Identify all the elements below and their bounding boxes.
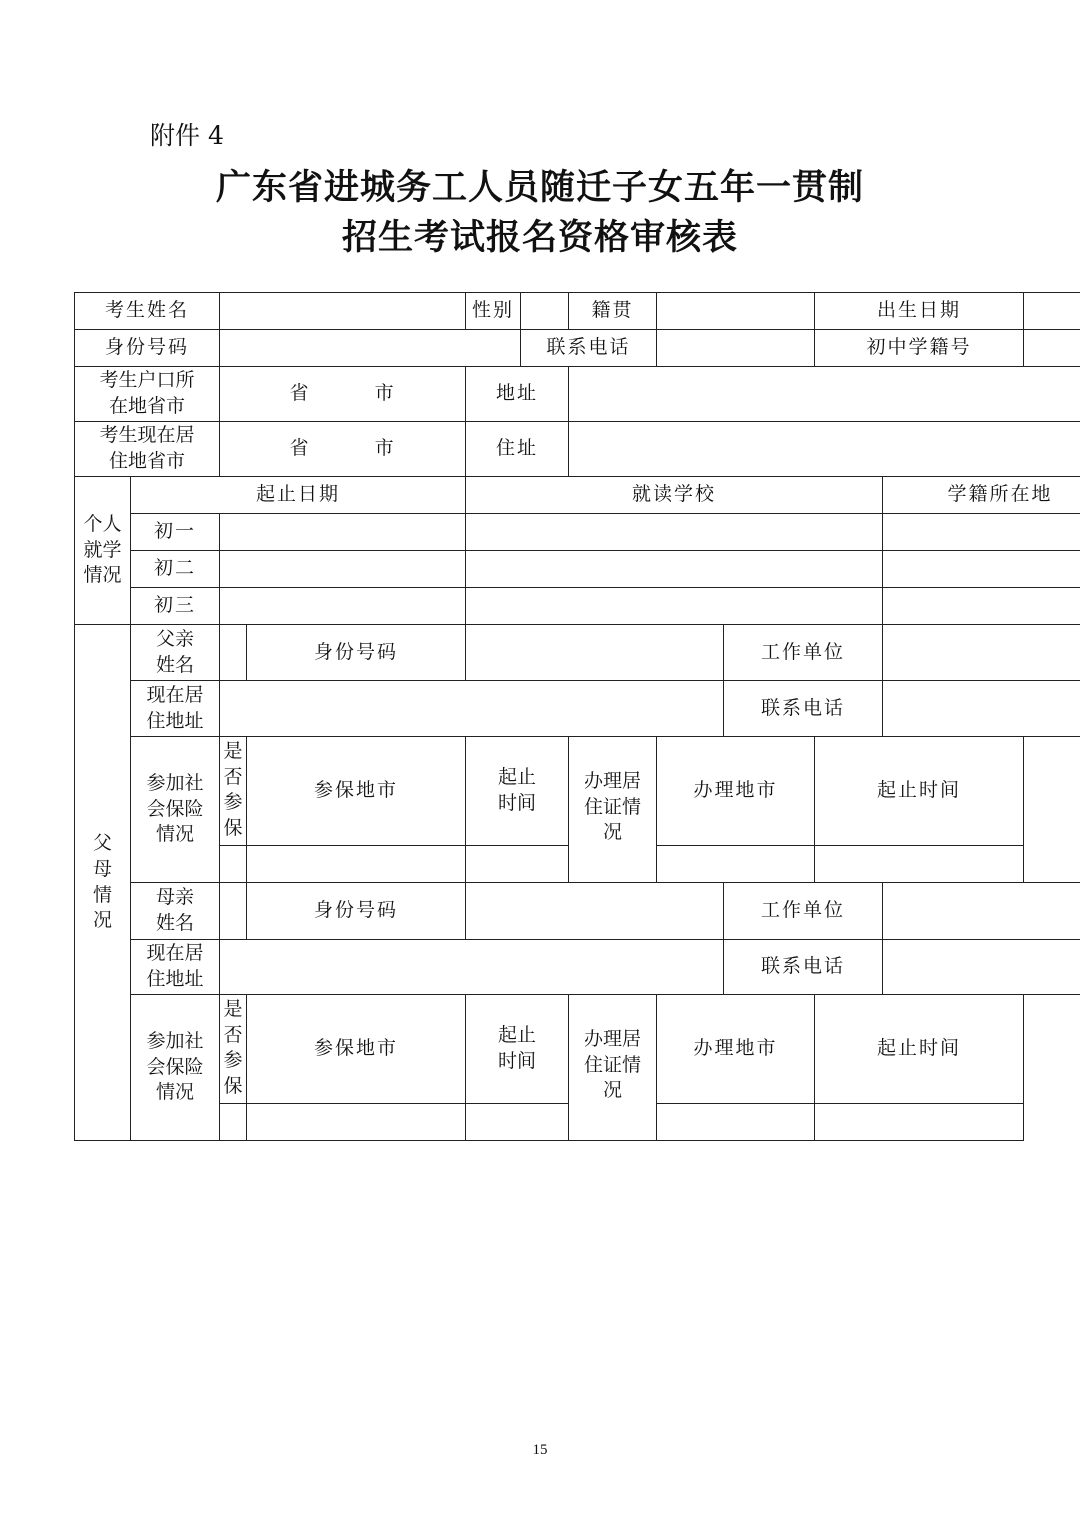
field-grade1-registry[interactable] (883, 514, 1080, 551)
label-hukou-text: 考生户口所在地省市 (99, 369, 195, 417)
field-father-permit-city[interactable] (657, 846, 815, 883)
label-mother-permit-city: 办理地市 (657, 995, 815, 1104)
header-period: 起止日期 (131, 477, 466, 514)
field-mother-permit-city[interactable] (657, 1104, 815, 1141)
field-father-address[interactable] (220, 681, 724, 737)
label-name: 考生姓名 (75, 293, 220, 330)
label-mother-id: 身份号码 (247, 883, 466, 940)
city-label: 市 (374, 437, 396, 460)
label-father-insurance-text: 参加社会保险情况 (146, 772, 204, 846)
field-grade2-period[interactable] (220, 551, 466, 588)
field-grade2-school[interactable] (466, 551, 883, 588)
label-mother-ins-city: 参保地市 (247, 995, 466, 1104)
field-birth[interactable] (1024, 293, 1080, 330)
field-hukou-province-city[interactable] (220, 367, 466, 422)
field-grade3-school[interactable] (466, 588, 883, 625)
label-mother-address (131, 940, 220, 995)
form-title-line1: 广东省进城务工人员随迁子女五年一贯制 (215, 167, 864, 208)
attachment-label: 附件 4 (150, 121, 224, 150)
label-father-permit-city: 办理地市 (657, 737, 815, 846)
label-mother-insurance (131, 995, 220, 1141)
field-mother-id[interactable] (466, 883, 724, 940)
label-phone: 联系电话 (521, 330, 657, 367)
label-father-name-text: 父亲姓名 (156, 627, 195, 676)
label-father-insurance (131, 737, 220, 883)
field-hukou-address[interactable] (569, 367, 1080, 422)
label-father-period (466, 737, 569, 846)
field-mother-insured[interactable] (220, 1104, 247, 1141)
field-mother-permit-period[interactable] (815, 1104, 1024, 1141)
header-registry: 学籍所在地 (883, 477, 1080, 514)
city-label: 市 (374, 382, 396, 405)
field-gender[interactable] (521, 293, 569, 330)
label-father-name (131, 625, 220, 681)
section-study (75, 477, 131, 625)
label-mother-address-text: 现在居住地址 (146, 942, 204, 990)
label-father-ins-city: 参保地市 (247, 737, 466, 846)
section-study-text: 个人就学情况 (83, 513, 122, 587)
label-mother-permit (569, 995, 657, 1141)
field-father-period[interactable] (466, 846, 569, 883)
label-birth: 出生日期 (815, 293, 1024, 330)
label-father-insured (220, 737, 247, 846)
field-id[interactable] (220, 330, 521, 367)
province-label: 省 (289, 437, 311, 460)
field-grade2-registry[interactable] (883, 551, 1080, 588)
field-mother-phone[interactable] (883, 940, 1080, 995)
field-father-insured[interactable] (220, 846, 247, 883)
field-school-id[interactable] (1024, 330, 1080, 367)
label-hukou (75, 367, 220, 422)
label-native: 籍贯 (569, 293, 657, 330)
field-live-address[interactable] (569, 422, 1080, 477)
field-phone[interactable] (657, 330, 815, 367)
field-mother-name[interactable] (220, 883, 247, 940)
label-mother-permit-period: 起止时间 (815, 995, 1024, 1104)
label-mother-work: 工作单位 (724, 883, 883, 940)
label-father-phone: 联系电话 (724, 681, 883, 737)
field-mother-address[interactable] (220, 940, 724, 995)
field-grade3-period[interactable] (220, 588, 466, 625)
field-father-name[interactable] (220, 625, 247, 681)
field-father-ins-city[interactable] (247, 846, 466, 883)
label-mother-period-text: 起止时间 (498, 1024, 537, 1072)
label-school-id: 初中学籍号 (815, 330, 1024, 367)
label-mother-name-text: 母亲姓名 (156, 886, 195, 934)
section-parents-text: 父母情况 (92, 832, 112, 932)
label-mother-insured (220, 995, 247, 1104)
form-title-line2: 招生考试报名资格审核表 (341, 217, 738, 258)
field-mother-work[interactable] (883, 883, 1080, 940)
qualification-review-form (74, 292, 1080, 1141)
label-father-insured-text: 是否参保 (223, 740, 243, 839)
label-mother-name (131, 883, 220, 940)
header-school: 就读学校 (466, 477, 883, 514)
field-mother-ins-city[interactable] (247, 1104, 466, 1141)
label-mother-phone: 联系电话 (724, 940, 883, 995)
field-grade1-period[interactable] (220, 514, 466, 551)
field-mother-period[interactable] (466, 1104, 569, 1141)
field-native[interactable] (657, 293, 815, 330)
label-father-address-text: 现在居住地址 (146, 683, 204, 732)
label-mother-period (466, 995, 569, 1104)
field-residence-province-city[interactable] (220, 422, 466, 477)
label-live-address: 住址 (466, 422, 569, 477)
label-father-permit (569, 737, 657, 883)
field-father-permit-period[interactable] (815, 846, 1024, 883)
label-address: 地址 (466, 367, 569, 422)
grade-label: 初二 (131, 551, 220, 588)
field-father-phone[interactable] (883, 681, 1080, 737)
label-mother-insured-text: 是否参保 (223, 998, 243, 1097)
label-residence (75, 422, 220, 477)
grade-label: 初一 (131, 514, 220, 551)
field-father-id[interactable] (466, 625, 724, 681)
grade-label: 初三 (131, 588, 220, 625)
label-father-work: 工作单位 (724, 625, 883, 681)
label-father-permit-period: 起止时间 (815, 737, 1024, 846)
field-grade3-registry[interactable] (883, 588, 1080, 625)
field-name[interactable] (220, 293, 466, 330)
field-father-work[interactable] (883, 625, 1080, 681)
province-label: 省 (289, 382, 311, 405)
field-grade1-school[interactable] (466, 514, 883, 551)
label-mother-permit-text: 办理居住证情况 (584, 1028, 642, 1102)
label-mother-insurance-text: 参加社会保险情况 (146, 1030, 204, 1104)
label-id: 身份号码 (75, 330, 220, 367)
label-father-permit-text: 办理居住证情况 (584, 770, 642, 844)
section-parents (75, 625, 131, 1141)
page-number: 15 (532, 1442, 548, 1458)
label-residence-text: 考生现在居住地省市 (99, 424, 195, 472)
label-father-period-text: 起止时间 (498, 766, 537, 814)
label-father-address (131, 681, 220, 737)
label-gender: 性别 (466, 293, 521, 330)
label-father-id: 身份号码 (247, 625, 466, 681)
